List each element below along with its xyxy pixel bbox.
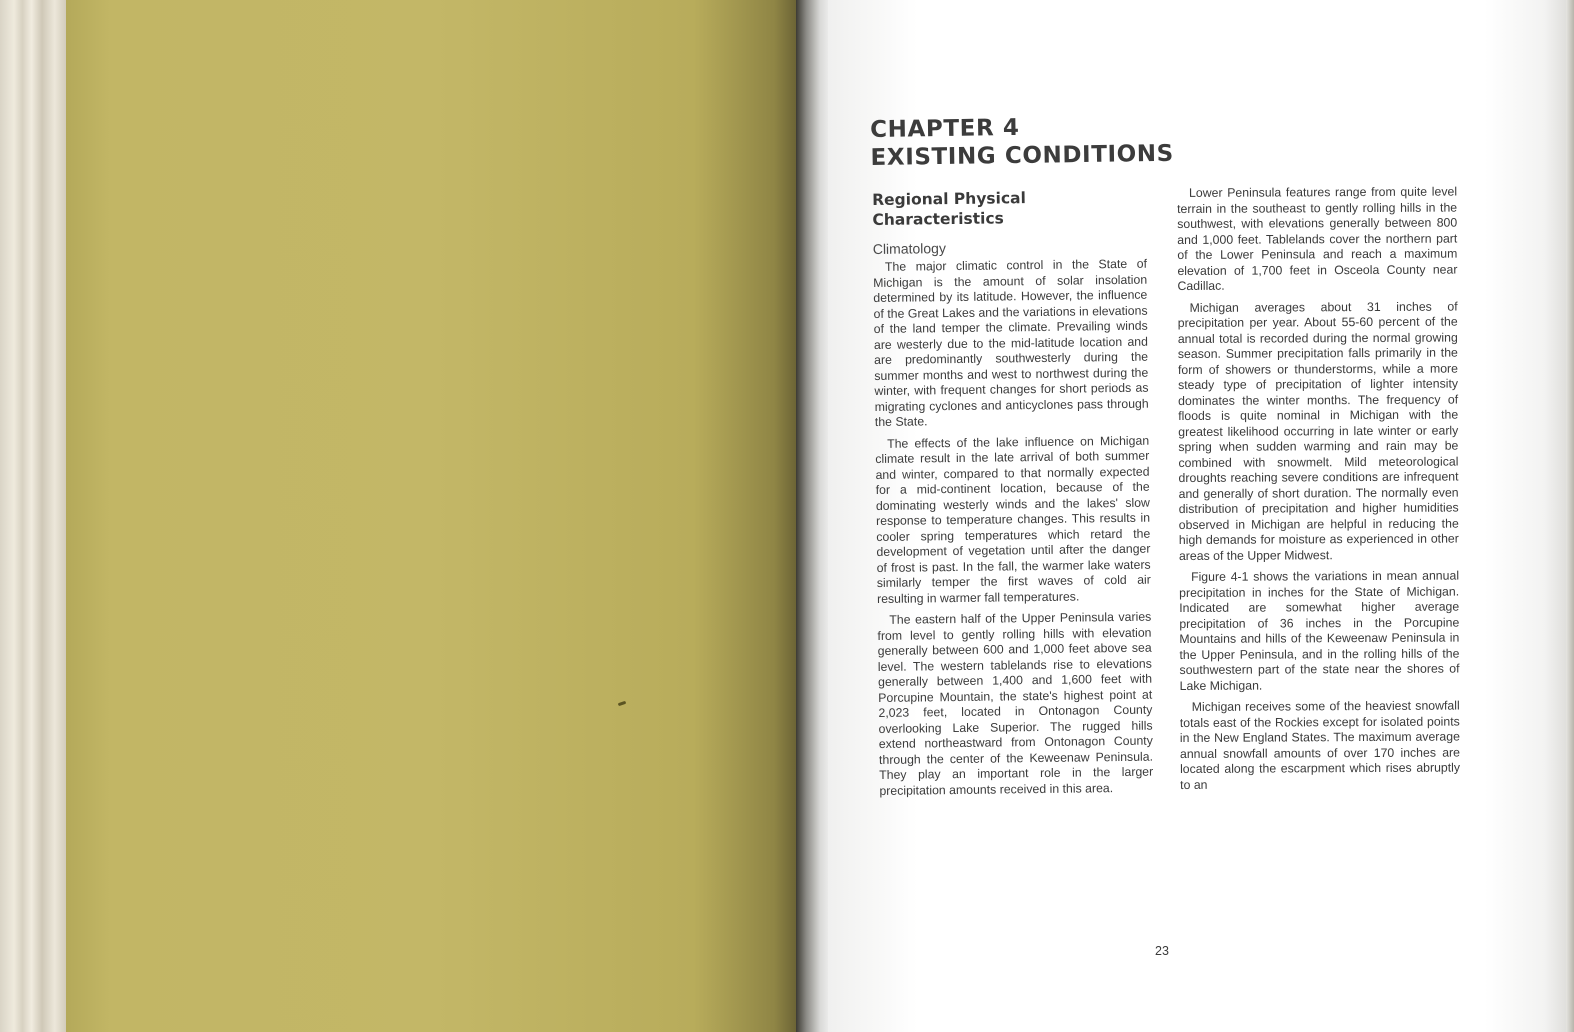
left-endpaper [66, 0, 804, 1032]
chapter-number: CHAPTER 4 [870, 114, 1020, 143]
paragraph: The eastern half of the Upper Peninsula varies from level to gently rolling hills with elevation generally between 600 and 1,000 feet above sea level. The western tablelands rise to elevations generally between 1,400 and 1,600 feet with Porcupine Mountain, the state's highest point at 2,023 feet, located in Ontonagon County overlooking Lake Superior. The rugged hills extend northeastward from Ontonagon County through the center of the Keweenaw Peninsula. They play an important role in the larger precipitation amounts received in this area. [877, 609, 1154, 798]
paragraph: Figure 4-1 shows the variations in mean annual precipitation in inches for the State of Michigan. Indicated are somewhat higher average precipitation of 36 inches in the Porcupine Mountains and hills of the Keweenaw Peninsula in the Upper Peninsula, and in the rolling hills of the southwestern part of the state near the shores of Lake Michigan. [1179, 568, 1460, 693]
chapter-name: EXISTING CONDITIONS [870, 140, 1175, 171]
book-gutter [796, 0, 830, 1032]
chapter-title [870, 112, 1174, 172]
page-edges [0, 0, 70, 1032]
subsection-heading: Climatology [872, 240, 947, 257]
text-column-left [872, 183, 1154, 805]
section-heading: Regional Physical Characteristics [872, 189, 1026, 229]
paragraph: The major climatic control in the State of Michigan is the amount of solar insolation determined by its latitude. However, the influence of the Great Lakes and the variations in elevations of the land temper the climate. Prevailing winds are westerly due to the mid-latitude location and are predominantly southwesterly during the summer months and west to northwest during the winter, with frequent changes for short periods as migrating cyclones and anticyclones pass through the State. [873, 256, 1149, 429]
page-number: 23 [1155, 944, 1169, 958]
paragraph: The effects of the lake influence on Michigan climate result in the late arrival of both summer and winter, compared to that normally expected for a mid-continent location, because of the dominating westerly winds and the lakes' slow response to temperature changes. This results in cooler spring temperatures which retard the development of vegetation until after the danger of frost is past. In the fall, the warmer lake waters similarly temper the first waves of cold air resulting in warmer fall temperatures. [875, 433, 1151, 606]
text-column-right [1177, 185, 1460, 799]
right-page-edge [1566, 0, 1574, 1032]
paragraph: Michigan receives some of the heaviest snowfall totals east of the Rockies except for isolated points in the New England States. The maximum average annual snowfall amounts of over 170 inches are located along the escarpment which rises abruptly to an [1179, 698, 1461, 792]
paragraph: Michigan averages about 31 inches of precipitation per year. About 55-60 percent of the annual total is recorded during the normal growing season. Summer precipitation falls primarily in the form of showers or thunderstorms, while a more steady type of precipitation of lighter intensity dominates the winter months. The frequency of floods is quite nominal in Michigan with the greatest likelihood occurring in late winter or early spring when sudden warming and rain may be combined with snowmelt. Mild meteorological droughts reaching severe conditions are infrequent and generally of short duration. The normally even distribution of precipitation and higher humidities observed in Michigan are helpful in reducing the high demands for moisture as experienced in other areas of the Upper Midwest. [1177, 299, 1459, 563]
paper-speck [618, 701, 627, 706]
paragraph: Lower Peninsula features range from quite level terrain in the southeast to gently rolling hills in the southwest, with elevations generally between 800 and 1,000 feet. Tablelands cover the northern part of the Lower Peninsula and reach a maximum elevation of 1,700 feet in Osceola County near Cadillac. [1177, 184, 1458, 293]
